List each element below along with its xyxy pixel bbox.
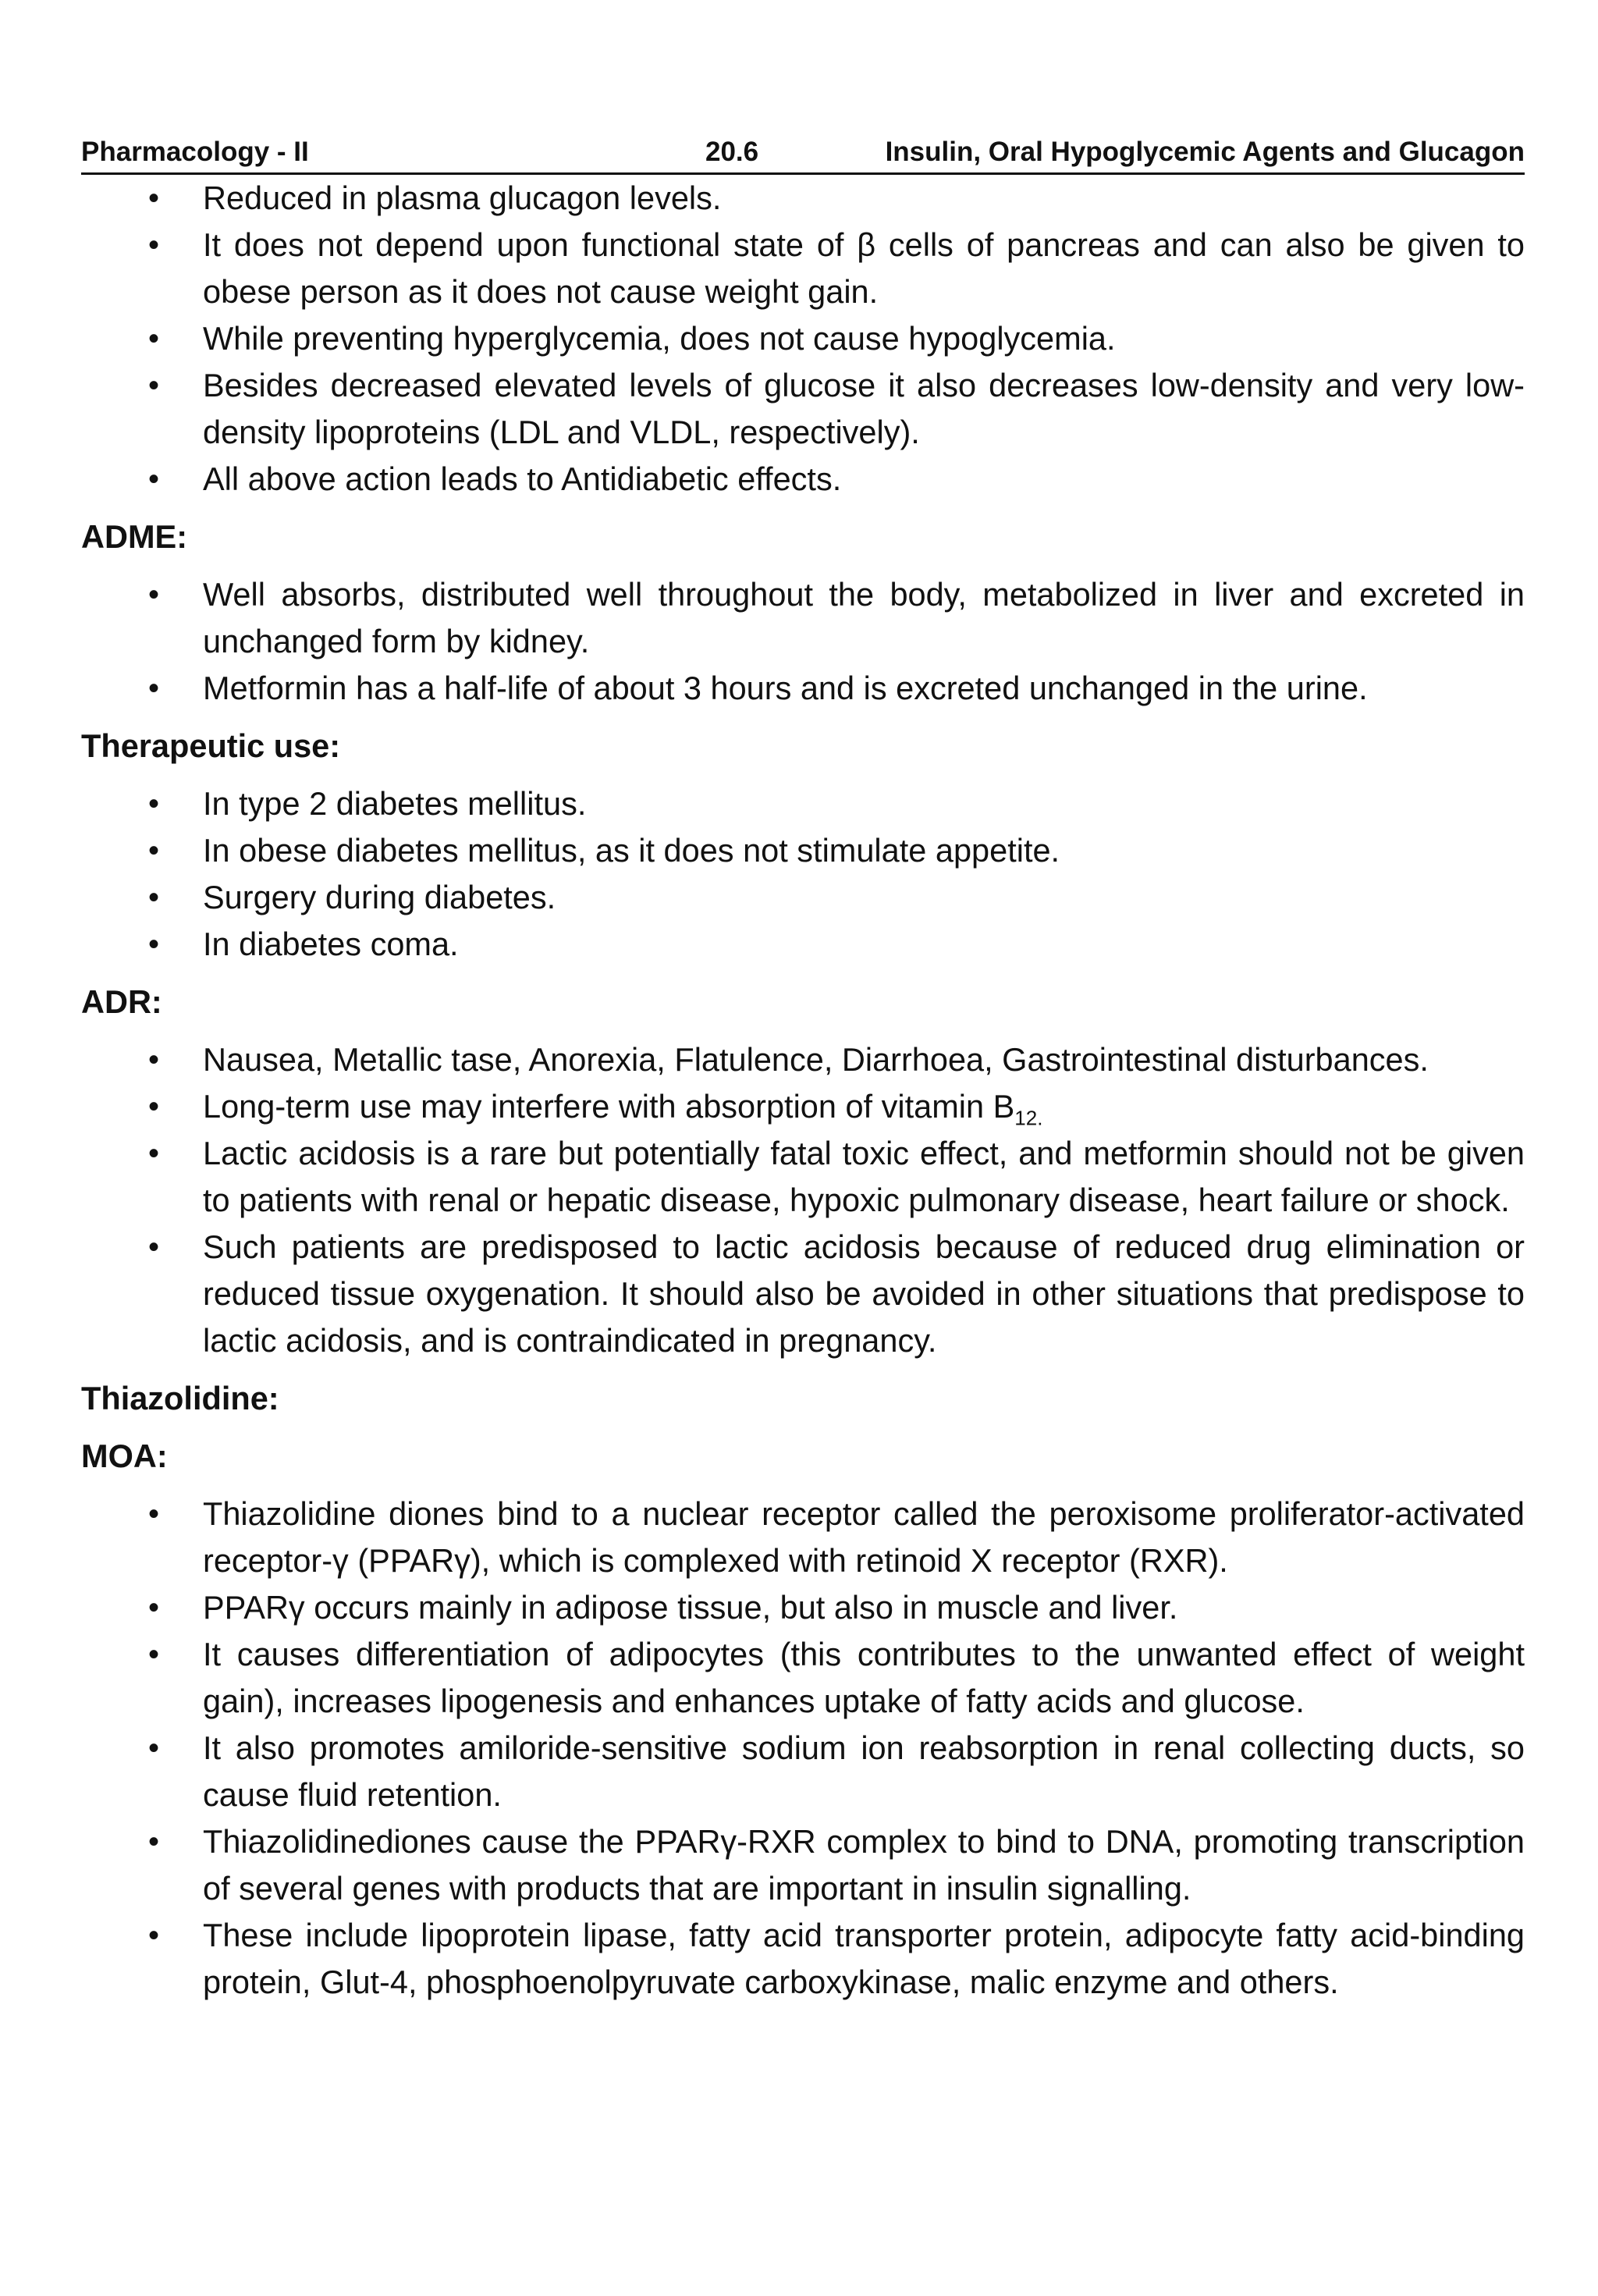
bullet-icon: • <box>148 462 160 496</box>
bullet-icon: • <box>148 1731 160 1765</box>
list-item: • Thiazolidine diones bind to a nuclear receptor called the peroxisome proliferator-activated receptor-γ (PPARγ), which is complexed with retinoid X receptor (RXR). <box>81 1491 1525 1584</box>
list-item: • Besides decreased elevated levels of glucose it also decreases low-density and very low-density lipoproteins (LDL and VLDL, respectively). <box>81 362 1525 456</box>
list-item: • It causes differentiation of adipocytes (this contributes to the unwanted effect of weight gain), increases lipogenesis and enhances uptake of fatty acids and glucose. <box>81 1631 1525 1725</box>
bullet-icon: • <box>148 1590 160 1625</box>
list-item: • While preventing hyperglycemia, does not cause hypoglycemia. <box>81 315 1525 362</box>
list-item: • Surgery during diabetes. <box>81 874 1525 921</box>
bullet-icon: • <box>148 1136 160 1171</box>
section-heading-therapeutic-use: Therapeutic use: <box>81 727 341 764</box>
bullet-icon: • <box>148 927 160 961</box>
list-item: • Thiazolidinediones cause the PPARγ-RXR complex to bind to DNA, promoting transcription of several genes with products that are important in insulin signalling. <box>81 1818 1525 1912</box>
intro-bullet-list <box>81 175 1525 503</box>
list-item: • PPARγ occurs mainly in adipose tissue, but also in muscle and liver. <box>81 1584 1525 1631</box>
bullet-icon: • <box>148 880 160 915</box>
list-item: • Lactic acidosis is a rare but potentially fatal toxic effect, and metformin should not be given to patients with renal or hepatic disease, hypoxic pulmonary disease, heart failure or shock. <box>81 1130 1525 1224</box>
page-number: 20.6 <box>705 137 759 167</box>
section-heading-thiazolidine: Thiazolidine: <box>81 1380 279 1416</box>
bullet-icon: • <box>148 1918 160 1953</box>
list-item: • It does not depend upon functional state of β cells of pancreas and can also be given to obese person as it does not cause weight gain. <box>81 222 1525 315</box>
bullet-icon: • <box>148 1637 160 1672</box>
list-item: • Well absorbs, distributed well throughout the body, metabolized in liver and excreted in unchanged form by kidney. <box>81 571 1525 665</box>
section-heading-adme: ADME: <box>81 518 188 555</box>
bullet-icon: • <box>148 1089 160 1124</box>
list-item: • It also promotes amiloride-sensitive sodium ion reabsorption in renal collecting ducts, so cause fluid retention. <box>81 1725 1525 1818</box>
bullet-icon: • <box>148 1043 160 1077</box>
list-item: • In diabetes coma. <box>81 921 1525 968</box>
bullet-icon: • <box>148 228 160 262</box>
list-item: • In type 2 diabetes mellitus. <box>81 780 1525 827</box>
list-item: • Reduced in plasma glucagon levels. <box>81 175 1525 222</box>
list-item: • These include lipoprotein lipase, fatty acid transporter protein, adipocyte fatty acid-binding protein, Glut-4, phosphoenolpyruvate carboxykinase, malic enzyme and others. <box>81 1912 1525 2006</box>
list-item: • Such patients are predisposed to lactic acidosis because of reduced drug elimination or reduced tissue oxygenation. It should also be avoided in other situations that predispose to lactic acidosis, and is contraindicated in pregnancy. <box>81 1224 1525 1364</box>
therapeutic-use-bullet-list <box>81 780 1525 968</box>
section-heading-moa: MOA: <box>81 1438 168 1474</box>
list-item: • Metformin has a half-life of about 3 hours and is excreted unchanged in the urine. <box>81 665 1525 712</box>
list-item: • Nausea, Metallic tase, Anorexia, Flatulence, Diarrhoea, Gastrointestinal disturbances. <box>81 1036 1525 1083</box>
bullet-icon: • <box>148 1497 160 1531</box>
bullet-icon: • <box>148 1825 160 1859</box>
book-title: Pharmacology - II <box>81 137 309 167</box>
bullet-icon: • <box>148 671 160 706</box>
document-page <box>81 137 1525 2006</box>
bullet-icon: • <box>148 578 160 612</box>
adr-bullet-list <box>81 1036 1525 1364</box>
bullet-icon: • <box>148 322 160 356</box>
bullet-icon: • <box>148 1230 160 1264</box>
vitamin-subscript: 12. <box>1014 1106 1043 1130</box>
list-item: • Long-term use may interfere with absorption of vitamin $B_{12.}$ <box>81 1083 1525 1130</box>
bullet-icon: • <box>148 181 160 215</box>
chapter-title: Insulin, Oral Hypoglycemic Agents and Glucagon <box>885 137 1525 167</box>
bullet-icon: • <box>148 787 160 821</box>
adme-bullet-list <box>81 571 1525 712</box>
bullet-icon: • <box>148 833 160 868</box>
running-header <box>81 137 1525 175</box>
list-item: • In obese diabetes mellitus, as it does not stimulate appetite. <box>81 827 1525 874</box>
moa-bullet-list <box>81 1491 1525 2006</box>
section-heading-adr: ADR: <box>81 983 162 1020</box>
bullet-icon: • <box>148 368 160 403</box>
list-item: • All above action leads to Antidiabetic effects. <box>81 456 1525 503</box>
